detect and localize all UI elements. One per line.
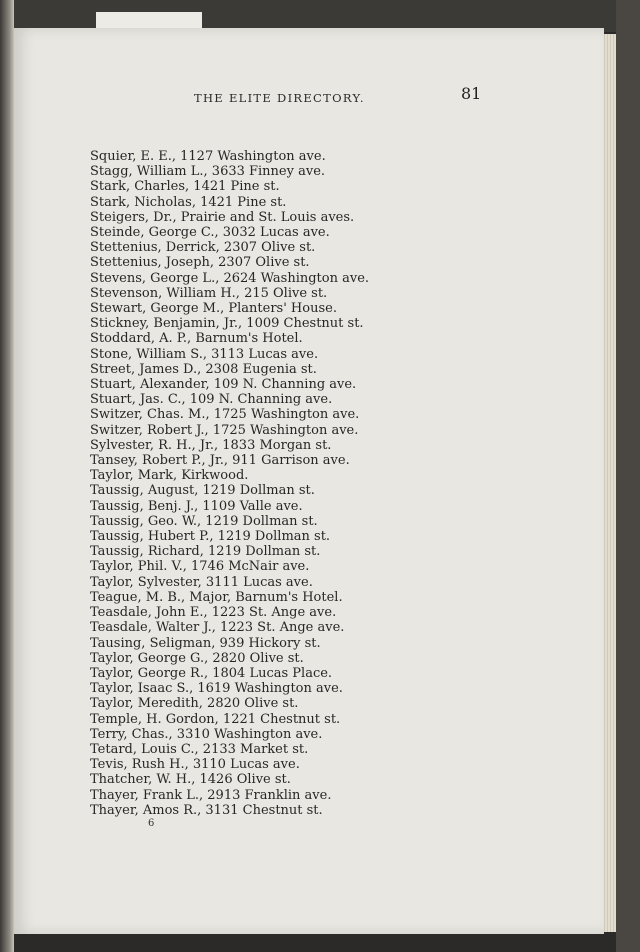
directory-entry: Stagg, William L., 3633 Finney ave.: [90, 164, 326, 180]
page-number: 81: [461, 84, 482, 103]
directory-entry: Squier, E. E., 1127 Washington ave.: [90, 149, 326, 164]
paper-tab: [96, 12, 202, 28]
directory-entry: Stettenius, Derrick, 2307 Olive st.: [90, 240, 316, 256]
directory-entry: Stevenson, William H., 215 Olive st.: [90, 285, 328, 301]
directory-entry: Taylor, George R., 1804 Lucas Place.: [90, 665, 333, 681]
directory-entry: Switzer, Robert J., 1725 Washington ave.: [90, 422, 359, 438]
directory-entry: Taussig, August, 1219 Dollman st.: [90, 483, 315, 499]
directory-entry: Tevis, Rush H., 3110 Lucas ave.: [90, 757, 300, 773]
signature-mark: 6: [148, 818, 155, 829]
directory-entry: Taylor, Isaac S., 1619 Washington ave.: [90, 681, 343, 697]
directory-entry: Stone, William S., 3113 Lucas ave.: [90, 346, 319, 362]
directory-entry: Taussig, Hubert P., 1219 Dollman st.: [90, 529, 331, 545]
directory-entry: Taussig, Richard, 1219 Dollman st.: [90, 544, 321, 560]
directory-entry: Stickney, Benjamin, Jr., 1009 Chestnut st.: [90, 316, 364, 332]
directory-entry: Stewart, George M., Planters' House.: [90, 301, 337, 317]
directory-entry: Taussig, Benj. J., 1109 Valle ave.: [90, 498, 303, 514]
directory-entry-list: [90, 149, 369, 818]
directory-entry: Tetard, Louis C., 2133 Market st.: [90, 741, 309, 757]
book-cover-right: [616, 0, 640, 952]
directory-entry: Stark, Charles, 1421 Pine st.: [90, 179, 280, 195]
directory-entry: Street, James D., 2308 Eugenia st.: [90, 361, 317, 377]
directory-entry: Taylor, Phil. V., 1746 McNair ave.: [90, 559, 310, 575]
directory-entry: Thayer, Frank L., 2913 Franklin ave.: [90, 787, 332, 803]
directory-entry: Thayer, Amos R., 3131 Chestnut st.: [90, 802, 323, 818]
directory-entry: Stuart, Alexander, 109 N. Channing ave.: [90, 377, 357, 393]
directory-entry: Stettenius, Joseph, 2307 Olive st.: [90, 255, 310, 271]
directory-entry: Taylor, Sylvester, 3111 Lucas ave.: [90, 574, 313, 590]
directory-entry: Steinde, George C., 3032 Lucas ave.: [90, 225, 330, 241]
directory-entry: Taylor, George G., 2820 Olive st.: [90, 650, 304, 666]
directory-entry: Terry, Chas., 3310 Washington ave.: [90, 726, 323, 742]
directory-entry: Taussig, Geo. W., 1219 Dollman st.: [90, 513, 318, 529]
directory-entry: Sylvester, R. H., Jr., 1833 Morgan st.: [90, 437, 332, 453]
book-binding-edge: [0, 0, 14, 952]
directory-entry: Taylor, Mark, Kirkwood.: [90, 468, 249, 484]
directory-entry: Teasdale, Walter J., 1223 St. Ange ave.: [90, 620, 345, 636]
directory-entry: Teasdale, John E., 1223 St. Ange ave.: [90, 605, 337, 621]
directory-entry: Steigers, Dr., Prairie and St. Louis aves.: [90, 209, 355, 225]
directory-entry: Stevens, George L., 2624 Washington ave.: [90, 270, 370, 286]
directory-entry: Teague, M. B., Major, Barnum's Hotel.: [90, 589, 343, 605]
running-header-title: THE ELITE DIRECTORY.: [194, 91, 365, 105]
directory-entry: Temple, H. Gordon, 1221 Chestnut st.: [90, 711, 341, 727]
directory-entry: Thatcher, W. H., 1426 Olive st.: [90, 772, 291, 788]
directory-entry: Stark, Nicholas, 1421 Pine st.: [90, 194, 287, 210]
directory-entry: Taylor, Meredith, 2820 Olive st.: [90, 696, 299, 712]
directory-entry: Switzer, Chas. M., 1725 Washington ave.: [90, 407, 360, 423]
directory-entry: Tansey, Robert P., Jr., 911 Garrison ave.: [90, 453, 350, 469]
directory-entry: Tausing, Seligman, 939 Hickory st.: [90, 635, 321, 651]
directory-entry: Stoddard, A. P., Barnum's Hotel.: [90, 331, 303, 347]
directory-entry: Stuart, Jas. C., 109 N. Channing ave.: [90, 392, 333, 408]
